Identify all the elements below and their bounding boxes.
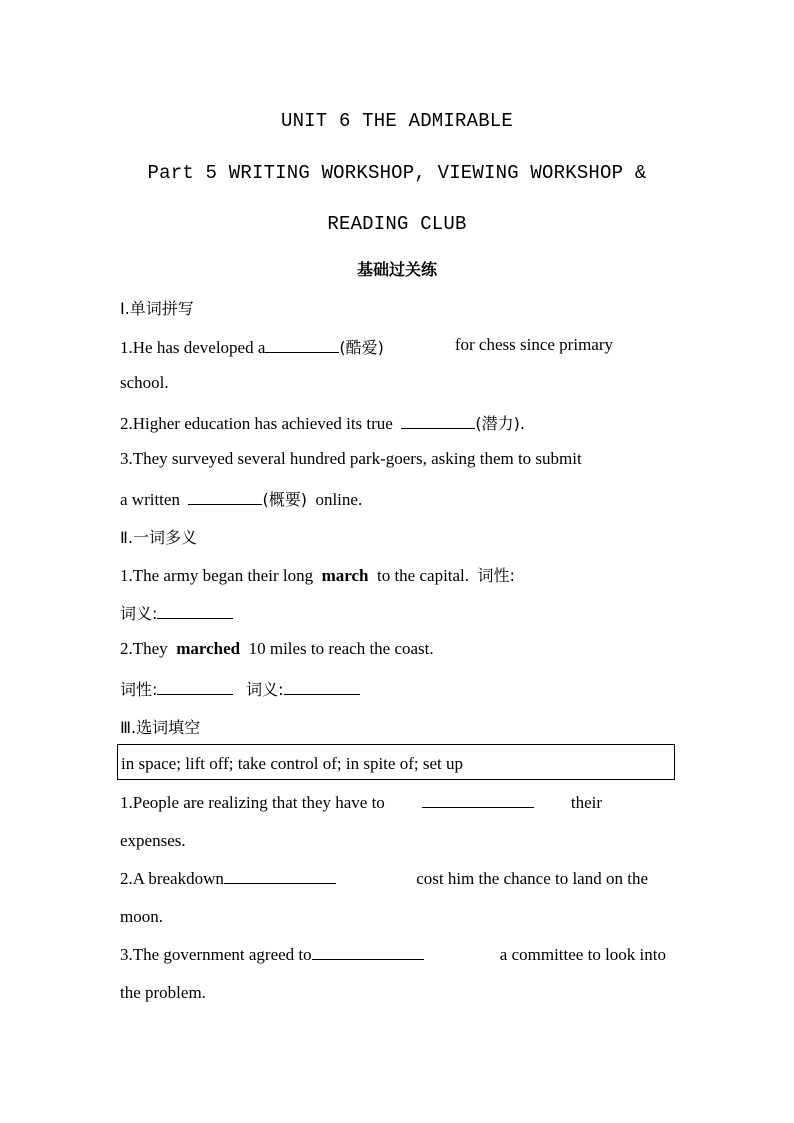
section-title: 基础过关练 xyxy=(356,260,437,279)
section1-heading: Ⅰ.单词拼写 xyxy=(120,299,194,318)
section3-heading: Ⅲ.选词填空 xyxy=(120,718,201,737)
answer-blank[interactable] xyxy=(284,680,360,695)
section3-q3-line1: 3.The government agreed to a committee to look into xyxy=(120,945,666,964)
part-title-line2: READING CLUB xyxy=(327,213,467,235)
answer-blank[interactable] xyxy=(157,604,233,619)
section1-q3-line1: 3.They surveyed several hundred park-goers, asking them to submit xyxy=(120,449,582,468)
answer-blank[interactable] xyxy=(265,338,339,353)
answer-blank[interactable] xyxy=(401,414,475,429)
section1-q3-line2: a written (概要) online. xyxy=(120,490,363,509)
section1-q1-line1 xyxy=(120,335,613,358)
keyword-marched: marched xyxy=(176,639,241,658)
answer-blank[interactable] xyxy=(188,490,262,505)
word-bank: in space; lift off; take control of; in spite of; set up xyxy=(121,754,463,773)
section3-q1-line1: 1.People are realizing that they have to their xyxy=(120,793,602,812)
section2-q1-line1: 1.The army began their long march to the capital. 词性: xyxy=(120,566,515,585)
section1-q1-line2: school. xyxy=(120,373,169,392)
unit-title: UNIT 6 THE ADMIRABLE xyxy=(280,110,514,132)
word-bank-box xyxy=(117,744,675,780)
q1-text: 1.He has developed a (酷爱) xyxy=(120,338,384,357)
answer-blank[interactable] xyxy=(157,680,233,695)
section3-q1-line2: expenses. xyxy=(120,831,186,850)
section3-q2-line1: 2.A breakdown cost him the chance to land on the xyxy=(120,869,648,888)
q1-rest: for chess since primary xyxy=(454,335,613,354)
section2-q2-line1: 2.They marched 10 miles to reach the coast. xyxy=(120,639,434,658)
answer-blank[interactable] xyxy=(312,945,424,960)
section2-q1-line2: 词义: xyxy=(120,601,233,624)
section2-heading: Ⅱ.一词多义 xyxy=(120,528,197,547)
answer-blank[interactable] xyxy=(224,869,336,884)
answer-blank[interactable] xyxy=(422,793,534,808)
section3-q3-line2: the problem. xyxy=(120,983,206,1002)
section1-q2: 2.Higher education has achieved its true (潜力). xyxy=(120,414,525,433)
keyword-march: march xyxy=(321,566,369,585)
part-title-line1: Part 5 WRITING WORKSHOP, VIEWING WORKSHOP & xyxy=(147,162,647,184)
section2-q2-line2: 词性: 词义: xyxy=(120,677,360,700)
section3-q2-line2: moon. xyxy=(120,907,163,926)
